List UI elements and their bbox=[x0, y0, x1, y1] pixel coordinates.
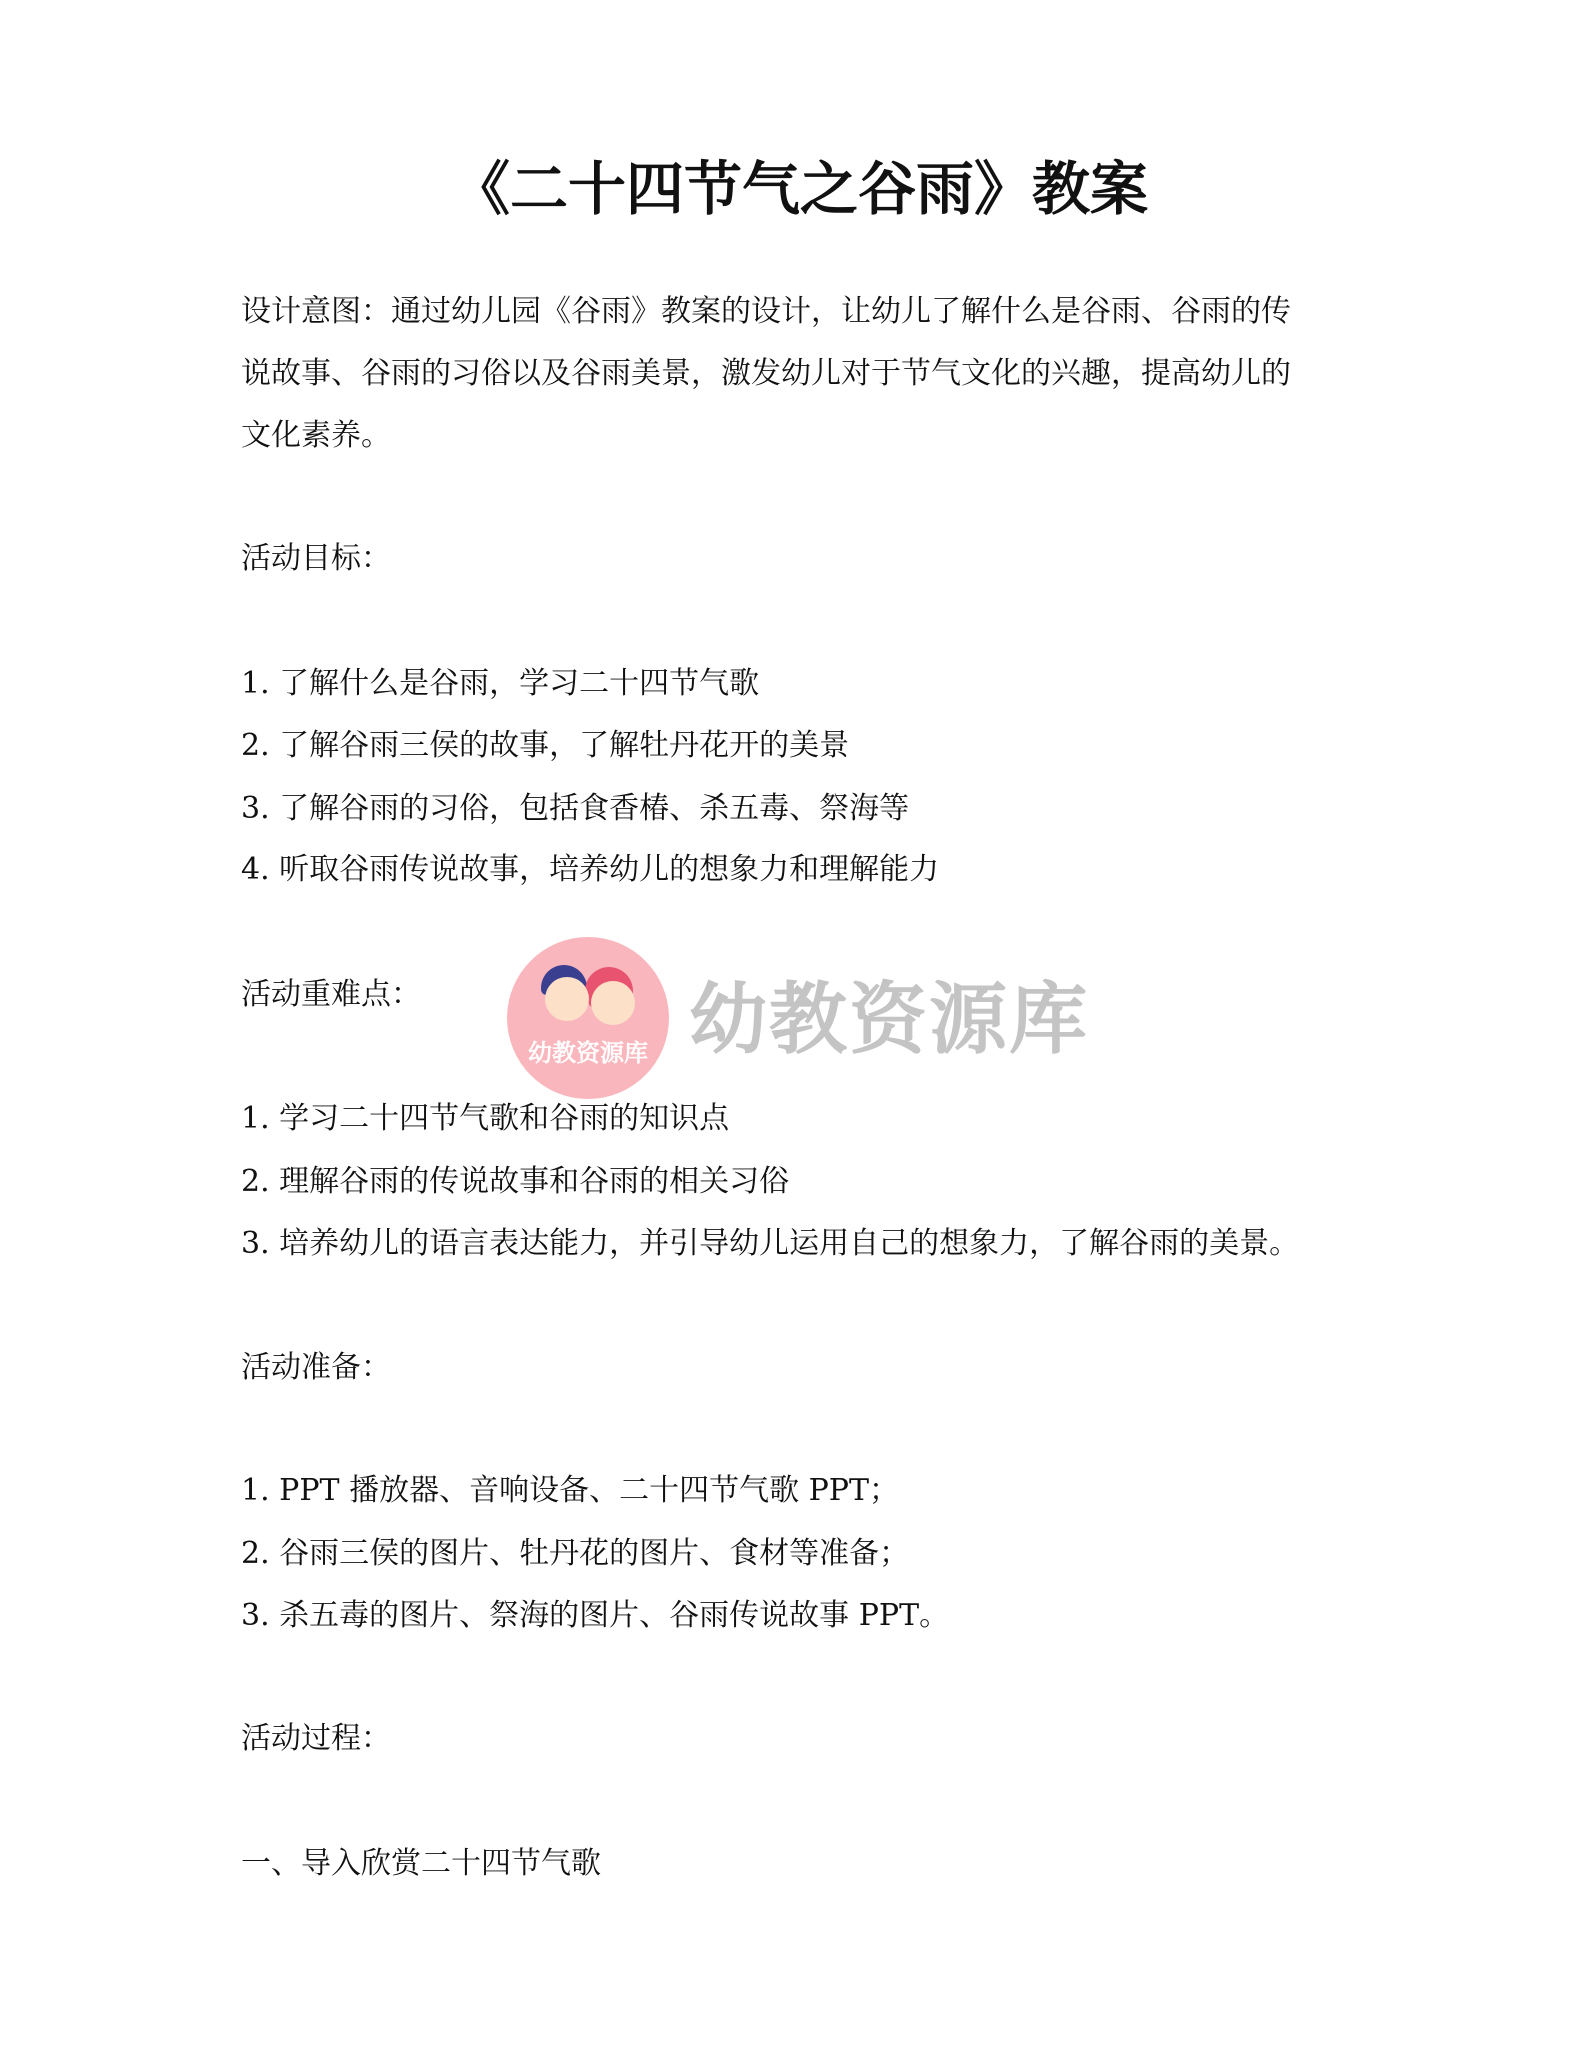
key-points-heading: 活动重难点： bbox=[241, 977, 421, 1012]
goal-item: 3. 了解谷雨的习俗，包括食香椿、杀五毒、祭海等 bbox=[241, 791, 910, 826]
key-point-item: 2. 理解谷雨的传说故事和谷雨的相关习俗 bbox=[241, 1164, 790, 1199]
key-point-item: 1. 学习二十四节气歌和谷雨的知识点 bbox=[241, 1101, 730, 1136]
preparation-item: 3. 杀五毒的图片、祭海的图片、谷雨传说故事 PPT。 bbox=[241, 1598, 950, 1633]
key-point-item: 3. 培养幼儿的语言表达能力，并引导幼儿运用自己的想象力，了解谷雨的美景。 bbox=[241, 1226, 1300, 1261]
preparation-item: 2. 谷雨三侯的图片、牡丹花的图片、食材等准备； bbox=[241, 1536, 910, 1571]
process-heading: 活动过程： bbox=[241, 1721, 391, 1756]
process-item: 一、导入欣赏二十四节气歌 bbox=[241, 1846, 601, 1881]
watermark-logo bbox=[507, 937, 669, 1099]
watermark-text: 幼教资源库 bbox=[689, 975, 1090, 1065]
intro-line: 设计意图：通过幼儿园《谷雨》教案的设计，让幼儿了解什么是谷雨、谷雨的传 bbox=[241, 294, 1291, 329]
preparation-item: 1. PPT 播放器、音响设备、二十四节气歌 PPT； bbox=[241, 1473, 899, 1508]
goals-heading: 活动目标： bbox=[241, 541, 391, 576]
document-title: 《二十四节气之谷雨》教案 bbox=[451, 155, 1148, 223]
intro-line: 文化素养。 bbox=[241, 418, 391, 453]
preparation-heading: 活动准备： bbox=[241, 1350, 391, 1385]
girl-face-icon bbox=[591, 981, 635, 1025]
goal-item: 1. 了解什么是谷雨，学习二十四节气歌 bbox=[241, 666, 760, 701]
goal-item: 2. 了解谷雨三侯的故事，了解牡丹花开的美景 bbox=[241, 728, 850, 763]
intro-line: 说故事、谷雨的习俗以及谷雨美景，激发幼儿对于节气文化的兴趣，提高幼儿的 bbox=[241, 356, 1291, 391]
boy-face-icon bbox=[545, 977, 589, 1021]
goal-item: 4. 听取谷雨传说故事，培养幼儿的想象力和理解能力 bbox=[241, 852, 940, 887]
watermark-logo-text: 幼教资源库 bbox=[528, 1039, 648, 1067]
